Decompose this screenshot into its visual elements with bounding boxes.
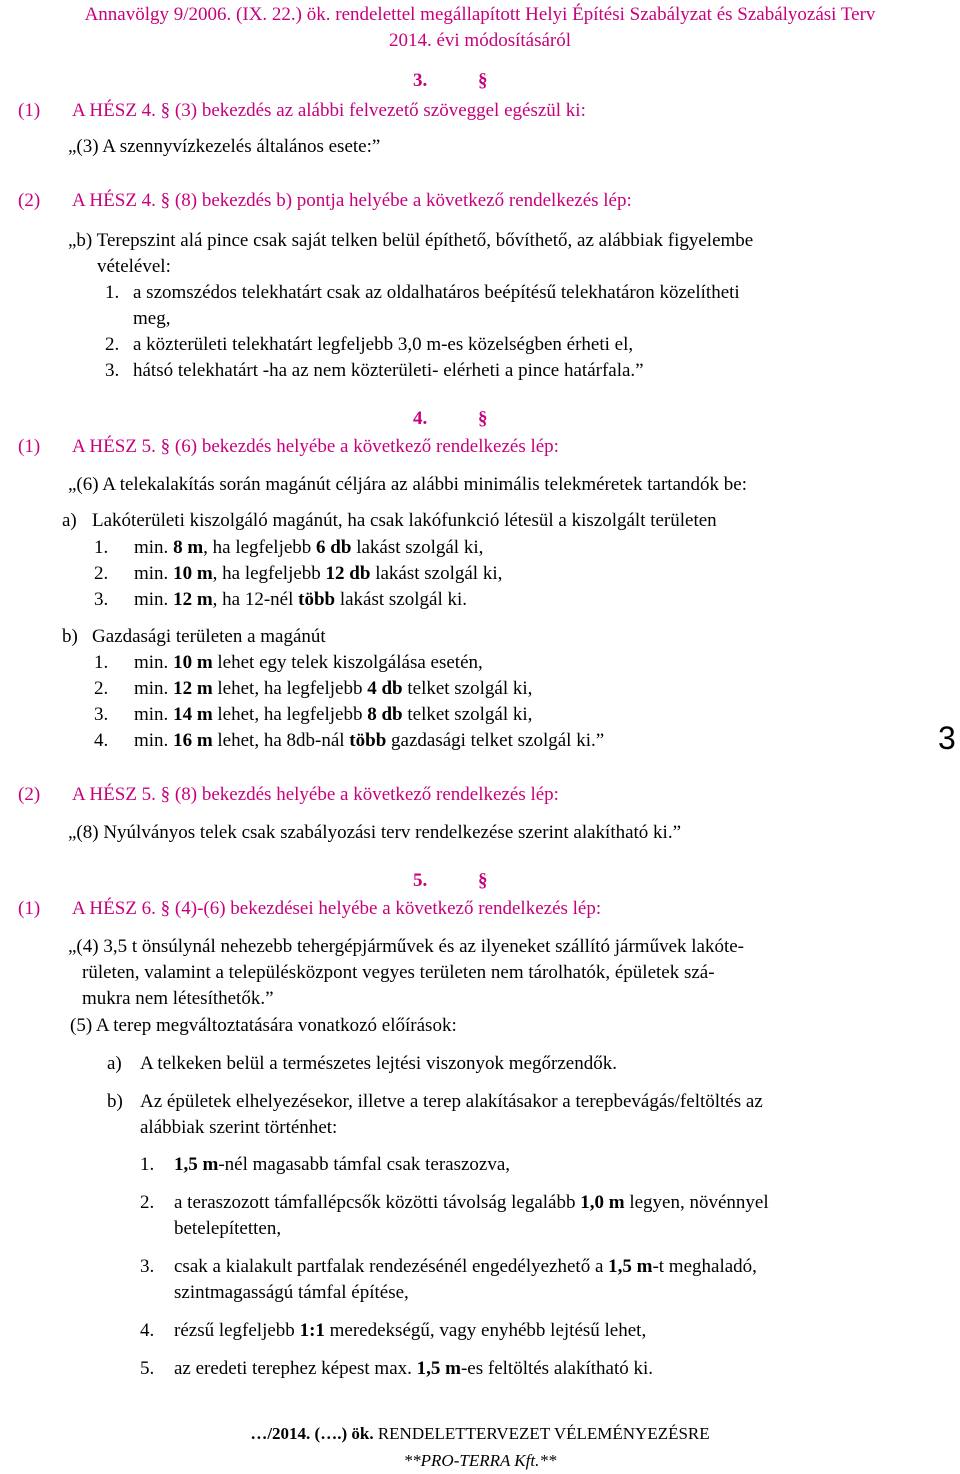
s4-a-text: Lakóterületi kiszolgáló magánút, ha csak lakófunkció létesül a kiszolgált területen [92, 510, 717, 531]
s5-q4-line1: „(4) 3,5 t önsúlynál nehezebb tehergépjárművek és az ilyeneket szállító járművek lakóte- [68, 936, 745, 957]
s4-a-label: a) [62, 510, 77, 531]
section-3-number: 3. [413, 70, 428, 91]
s5-i4-number: 4. [140, 1320, 155, 1341]
s4-a3-text: min. 12 m, ha 12-nél több lakást szolgál ki. [134, 589, 468, 610]
s5-i2-number: 2. [140, 1192, 155, 1213]
s3-item-2-number: 2. [105, 334, 120, 355]
s3-p2-text: A HÉSZ 4. § (8) bekezdés b) pontja helyébe a következő rendelkezés lép: [72, 190, 632, 211]
s3-item-2-text: a közterületi telekhatárt legfeljebb 3,0 m-es közelségben érheti el, [133, 334, 634, 355]
s5-i3-text-cont: szintmagasságú támfal építése, [174, 1282, 409, 1303]
s3-b-line1: „b) Terepszint alá pince csak saját telken belül építhető, bővíthető, az alábbiak figyelembe [68, 230, 754, 251]
s3-p1-quote: „(3) A szennyvízkezelés általános esete:” [68, 136, 381, 157]
section-5-number: 5. [413, 870, 428, 891]
s5-i1-text: 1,5 m-nél magasabb támfal csak teraszozva, [174, 1154, 511, 1175]
header-subtitle: 2014. évi módosításáról [388, 30, 572, 51]
footer-company: **PRO-TERRA Kft.** [403, 1451, 557, 1470]
s4-p1-number: (1) [18, 436, 41, 457]
s5-i5-number: 5. [140, 1358, 155, 1379]
s4-b4-number: 4. [94, 730, 109, 751]
s5-b-label: b) [107, 1091, 123, 1112]
s5-p1-number: (1) [18, 898, 41, 919]
s4-p2-text: A HÉSZ 5. § (8) bekezdés helyébe a következő rendelkezés lép: [72, 784, 559, 805]
s3-p1-number: (1) [18, 100, 41, 121]
s5-i2-text: a teraszozott támfallépcsők közötti távolság legalább 1,0 m legyen, növénnyel [174, 1192, 769, 1213]
s4-quote: „(6) A telekalakítás során magánút céljára az alábbi minimális telekméretek tartandók be: [68, 474, 747, 495]
section-4-number: 4. [413, 408, 428, 429]
s5-i3-text: csak a kialakult partfalak rendezésénél engedélyezhető a 1,5 m-t meghaladó, [174, 1256, 757, 1277]
s4-a1-number: 1. [94, 537, 109, 558]
s5-i3-number: 3. [140, 1256, 155, 1277]
s5-i2-text-cont: betelepítetten, [174, 1218, 282, 1239]
s4-b-text: Gazdasági területen a magánút [92, 626, 326, 647]
footer-line: …/2014. (….) ök. RENDELETTERVEZET VÉLEMÉNYEZÉSRE [250, 1424, 710, 1443]
s5-i5-text: az eredeti terephez képest max. 1,5 m-es feltöltés alakítható ki. [174, 1358, 654, 1379]
s4-b2-number: 2. [94, 678, 109, 699]
s3-item-1-text-cont: meg, [133, 308, 171, 329]
section-5-sign: § [478, 870, 488, 891]
s3-item-1-number: 1. [105, 282, 120, 303]
s4-a2-number: 2. [94, 563, 109, 584]
s5-q4-line3: mukra nem létesíthetők.” [82, 988, 274, 1009]
s5-i4-text: rézsű legfeljebb 1:1 meredekségű, vagy enyhébb lejtésű lehet, [174, 1320, 647, 1341]
s3-item-1-text: a szomszédos telekhatárt csak az oldalhatáros beépítésű telekhatáron közelítheti [133, 282, 740, 303]
s4-a3-number: 3. [94, 589, 109, 610]
s3-p2-number: (2) [18, 190, 41, 211]
s5-a-text: A telkeken belül a természetes lejtési viszonyok megőrzendők. [140, 1053, 617, 1074]
s4-b4-text: min. 16 m lehet, ha 8db-nál több gazdasági telket szolgál ki.” [134, 730, 605, 751]
s4-p2-quote: „(8) Nyúlványos telek csak szabályozási terv rendelkezése szerint alakítható ki.” [68, 822, 682, 843]
s4-p2-number: (2) [18, 784, 41, 805]
s4-a2-text: min. 10 m, ha legfeljebb 12 db lakást szolgál ki, [134, 563, 503, 584]
section-3-sign: § [478, 70, 488, 91]
s4-b1-number: 1. [94, 652, 109, 673]
section-4-sign: § [478, 408, 488, 429]
s4-b2-text: min. 12 m lehet, ha legfeljebb 4 db telket szolgál ki, [134, 678, 533, 699]
s4-b-label: b) [62, 626, 78, 647]
s4-b1-text: min. 10 m lehet egy telek kiszolgálása esetén, [134, 652, 483, 673]
s4-b3-text: min. 14 m lehet, ha legfeljebb 8 db telket szolgál ki, [134, 704, 533, 725]
s3-p1-text: A HÉSZ 4. § (3) bekezdés az alábbi felvezető szöveggel egészül ki: [72, 100, 586, 121]
s5-q4-line2: rületen, valamint a településközpont vegyes területen nem tárolhatók, épületek szá- [82, 962, 715, 983]
s5-i1-number: 1. [140, 1154, 155, 1175]
s5-b-line1: Az épületek elhelyezésekor, illetve a terep alakításakor a terepbevágás/feltöltés az [140, 1091, 763, 1112]
s3-item-3-text: hátsó telekhatárt -ha az nem közterületi- elérheti a pince határfala.” [133, 360, 644, 381]
s4-a1-text: min. 8 m, ha legfeljebb 6 db lakást szolgál ki, [134, 537, 484, 558]
header-title: Annavölgy 9/2006. (IX. 22.) ök. rendelettel megállapított Helyi Építési Szabályzat és Szabályozási Terv [84, 4, 876, 25]
s5-a-label: a) [107, 1053, 122, 1074]
s5-p1-text: A HÉSZ 6. § (4)-(6) bekezdései helyébe a következő rendelkezés lép: [72, 898, 602, 919]
s3-item-3-number: 3. [105, 360, 120, 381]
s5-q5-text: (5) A terep megváltoztatására vonatkozó előírások: [70, 1015, 457, 1036]
s4-b3-number: 3. [94, 704, 109, 725]
s3-b-line2: vételével: [97, 256, 171, 277]
page-number: 3 [938, 720, 956, 756]
s5-b-line2: alábbiak szerint történhet: [140, 1117, 338, 1138]
s4-p1-text: A HÉSZ 5. § (6) bekezdés helyébe a következő rendelkezés lép: [72, 436, 559, 457]
